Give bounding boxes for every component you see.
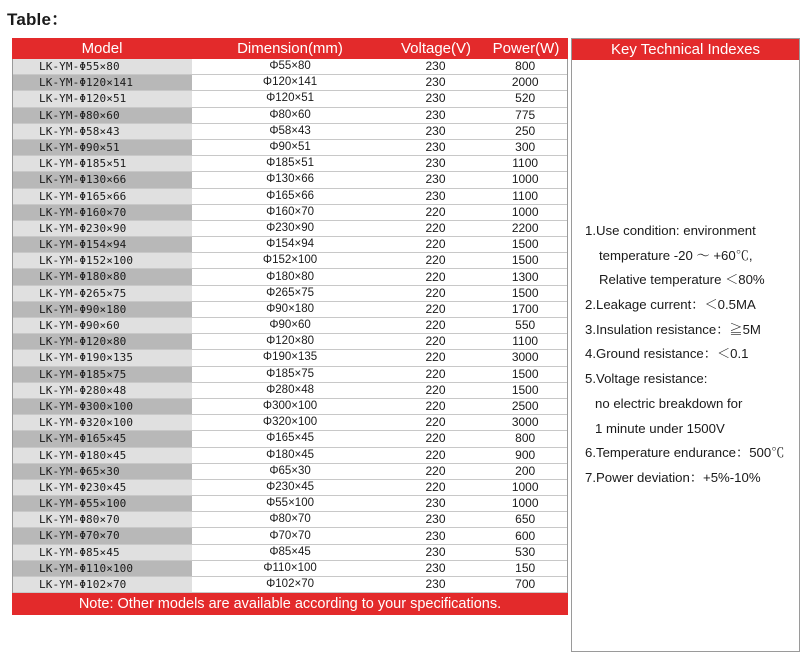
key-indexes-title: Key Technical Indexes [572, 39, 799, 60]
cell-dimension: Φ185×75 [266, 367, 314, 380]
cell-voltage: 220 [425, 479, 446, 494]
cell-model: LK-YM-Φ85×45 [13, 545, 192, 560]
table-row [13, 480, 567, 496]
cell-dimension: Φ165×66 [266, 189, 314, 202]
cell-dimension: Φ185×51 [266, 157, 314, 170]
table-row [13, 496, 567, 512]
table-body [12, 59, 568, 593]
cell-voltage: 220 [425, 301, 446, 316]
cell-dimension: Φ55×80 [269, 60, 311, 73]
cell-dimension: Φ110×100 [263, 561, 317, 574]
cell-dimension: Φ120×80 [266, 335, 314, 348]
cell-power: 200 [515, 463, 536, 478]
cell-dimension: Φ120×141 [262, 76, 318, 89]
cell-voltage: 220 [425, 204, 446, 219]
key-indexes-panel [571, 38, 800, 652]
table-row [13, 350, 567, 366]
table-row [13, 545, 567, 561]
cell-power: 530 [515, 544, 536, 559]
col-header-voltage: Voltage(V) [400, 40, 472, 57]
cell-power: 3000 [511, 415, 539, 430]
cell-voltage: 230 [425, 560, 446, 575]
cell-model: LK-YM-Φ185×51 [13, 156, 192, 171]
table-row [13, 577, 567, 593]
cell-voltage: 220 [425, 431, 446, 446]
cell-dimension: Φ154×94 [266, 238, 314, 251]
cell-model: LK-YM-Φ130×66 [13, 172, 192, 187]
cell-power: 300 [515, 140, 536, 155]
table-row [13, 431, 567, 447]
cell-voltage: 220 [425, 366, 446, 381]
cell-power: 1500 [511, 285, 539, 300]
cell-dimension: Φ58×43 [269, 124, 311, 137]
table-row [13, 286, 567, 302]
cell-dimension: Φ90×60 [269, 319, 311, 332]
page-title: Table： [7, 10, 69, 29]
cell-model: LK-YM-Φ180×45 [13, 448, 192, 463]
cell-model: LK-YM-Φ110×100 [13, 561, 192, 576]
cell-power: 700 [515, 577, 536, 592]
col-header-model: Model [81, 40, 123, 57]
table-row [13, 415, 567, 431]
cell-model: LK-YM-Φ160×70 [13, 205, 192, 220]
cell-model: LK-YM-Φ300×100 [13, 399, 192, 414]
cell-voltage: 230 [425, 528, 446, 543]
table-row [13, 561, 567, 577]
cell-power: 550 [515, 318, 536, 333]
cell-voltage: 220 [425, 253, 446, 268]
cell-voltage: 230 [425, 544, 446, 559]
index-line: 1.Use condition: environment [585, 223, 756, 238]
cell-model: LK-YM-Φ80×70 [13, 512, 192, 527]
cell-voltage: 220 [425, 220, 446, 235]
table-row [13, 91, 567, 107]
cell-model: LK-YM-Φ190×135 [13, 350, 192, 365]
col-header-dimension: Dimension(mm) [237, 40, 343, 57]
cell-power: 1000 [511, 479, 539, 494]
index-line: no electric breakdown for [595, 395, 743, 411]
cell-voltage: 220 [425, 318, 446, 333]
cell-power: 1500 [511, 382, 539, 397]
cell-model: LK-YM-Φ55×100 [13, 496, 192, 511]
cell-model: LK-YM-Φ80×60 [13, 108, 192, 123]
cell-power: 2200 [511, 220, 539, 235]
cell-dimension: Φ70×70 [269, 529, 311, 542]
cell-power: 1700 [511, 301, 539, 316]
index-line: 2.Leakage current：＜0.5MA [585, 297, 756, 313]
table-row [13, 448, 567, 464]
cell-voltage: 220 [425, 269, 446, 284]
cell-model: LK-YM-Φ165×45 [13, 431, 192, 446]
cell-dimension: Φ265×75 [266, 286, 314, 299]
cell-voltage: 230 [425, 188, 446, 203]
index-line: temperature -20 ～ +60℃, [599, 247, 753, 263]
cell-model: LK-YM-Φ102×70 [13, 577, 192, 592]
cell-model: LK-YM-Φ280×48 [13, 383, 192, 398]
cell-dimension: Φ65×30 [269, 464, 311, 477]
cell-dimension: Φ55×100 [266, 497, 314, 510]
cell-model: LK-YM-Φ58×43 [13, 124, 192, 139]
cell-power: 775 [515, 107, 536, 122]
cell-model: LK-YM-Φ180×80 [13, 269, 192, 284]
cell-voltage: 230 [425, 91, 446, 106]
cell-dimension: Φ160×70 [266, 205, 314, 218]
cell-power: 3000 [511, 350, 539, 365]
cell-dimension: Φ180×45 [266, 448, 314, 461]
cell-voltage: 230 [425, 156, 446, 171]
cell-power: 250 [515, 123, 536, 138]
cell-power: 650 [515, 512, 536, 527]
col-header-power: Power(W) [492, 40, 560, 57]
cell-model: LK-YM-Φ70×70 [13, 528, 192, 543]
cell-power: 150 [515, 560, 536, 575]
table-row [13, 528, 567, 544]
cell-model: LK-YM-Φ120×51 [13, 91, 192, 106]
cell-model: LK-YM-Φ154×94 [13, 237, 192, 252]
table-row [13, 140, 567, 156]
table-row [13, 124, 567, 140]
cell-voltage: 220 [425, 350, 446, 365]
cell-dimension: Φ165×45 [266, 432, 314, 445]
cell-dimension: Φ80×60 [269, 108, 311, 121]
cell-power: 600 [515, 528, 536, 543]
table-header [12, 38, 568, 59]
cell-dimension: Φ190×135 [262, 351, 318, 364]
cell-dimension: Φ280×48 [266, 383, 314, 396]
cell-model: LK-YM-Φ90×60 [13, 318, 192, 333]
cell-power: 1100 [512, 334, 539, 349]
table-row [13, 367, 567, 383]
cell-voltage: 230 [425, 172, 446, 187]
cell-dimension: Φ80×70 [269, 513, 311, 526]
cell-dimension: Φ102×70 [266, 578, 314, 591]
cell-model: LK-YM-Φ90×51 [13, 140, 192, 155]
index-line: 4.Ground resistance：＜0.1 [585, 346, 749, 362]
index-line: 3.Insulation resistance：≧5M [585, 321, 761, 337]
cell-dimension: Φ152×100 [262, 254, 318, 267]
table-row [13, 318, 567, 334]
cell-model: LK-YM-Φ90×180 [13, 302, 192, 317]
cell-voltage: 230 [425, 59, 446, 74]
table-row [13, 221, 567, 237]
cell-model: LK-YM-Φ152×100 [13, 253, 192, 268]
table-row [13, 237, 567, 253]
table-row [13, 269, 567, 285]
cell-dimension: Φ85×45 [269, 545, 311, 558]
cell-dimension: Φ300×100 [262, 400, 318, 413]
table-row [13, 512, 567, 528]
cell-power: 1000 [511, 204, 539, 219]
cell-voltage: 220 [425, 415, 446, 430]
cell-power: 1500 [511, 253, 539, 268]
cell-voltage: 220 [425, 285, 446, 300]
cell-dimension: Φ90×51 [269, 141, 311, 154]
cell-model: LK-YM-Φ120×80 [13, 334, 192, 349]
cell-power: 1500 [511, 366, 539, 381]
cell-power: 900 [515, 447, 536, 462]
cell-power: 2500 [511, 399, 539, 414]
cell-model: LK-YM-Φ55×80 [13, 59, 192, 74]
cell-power: 520 [515, 91, 536, 106]
cell-power: 800 [515, 59, 536, 74]
cell-model: LK-YM-Φ185×75 [13, 367, 192, 382]
spec-table [12, 38, 568, 615]
cell-model: LK-YM-Φ320×100 [13, 415, 192, 430]
table-note: Note: Other models are available according to your specifications. [12, 593, 568, 615]
cell-voltage: 220 [425, 399, 446, 414]
cell-voltage: 230 [425, 496, 446, 511]
cell-voltage: 230 [425, 123, 446, 138]
index-line: Relative temperature ＜80% [599, 272, 765, 288]
cell-power: 1000 [511, 496, 539, 511]
cell-voltage: 220 [425, 447, 446, 462]
cell-model: LK-YM-Φ265×75 [13, 286, 192, 301]
cell-dimension: Φ180×80 [266, 270, 314, 283]
cell-dimension: Φ90×180 [266, 302, 314, 315]
cell-power: 1500 [511, 237, 539, 252]
table-row [13, 189, 567, 205]
index-line: 7.Power deviation：+5%-10% [585, 469, 761, 485]
index-line: 6.Temperature endurance：500℃ [585, 445, 785, 461]
cell-voltage: 220 [425, 463, 446, 478]
cell-power: 1100 [512, 188, 539, 203]
table-row [13, 253, 567, 269]
cell-voltage: 230 [425, 512, 446, 527]
cell-model: LK-YM-Φ230×90 [13, 221, 192, 236]
table-row [13, 383, 567, 399]
index-line: 5.Voltage resistance: [585, 371, 708, 387]
key-indexes-list [585, 219, 805, 491]
cell-voltage: 230 [425, 75, 446, 90]
table-row [13, 464, 567, 480]
cell-model: LK-YM-Φ65×30 [13, 464, 192, 479]
cell-voltage: 230 [425, 577, 446, 592]
table-row [13, 172, 567, 188]
table-row [13, 302, 567, 318]
cell-dimension: Φ230×90 [266, 221, 314, 234]
table-row [13, 399, 567, 415]
table-row [13, 156, 567, 172]
cell-power: 1300 [511, 269, 539, 284]
table-row [13, 334, 567, 350]
cell-model: LK-YM-Φ230×45 [13, 480, 192, 495]
cell-power: 1000 [511, 172, 539, 187]
cell-power: 2000 [511, 75, 539, 90]
cell-dimension: Φ120×51 [266, 92, 314, 105]
cell-model: LK-YM-Φ120×141 [13, 75, 192, 90]
cell-voltage: 220 [425, 382, 446, 397]
cell-power: 1100 [512, 156, 539, 171]
cell-dimension: Φ230×45 [266, 480, 314, 493]
cell-dimension: Φ130×66 [266, 173, 314, 186]
table-row [13, 75, 567, 91]
cell-voltage: 230 [425, 107, 446, 122]
table-row [13, 59, 567, 75]
cell-voltage: 230 [425, 140, 446, 155]
cell-voltage: 220 [425, 237, 446, 252]
cell-model: LK-YM-Φ165×66 [13, 189, 192, 204]
cell-dimension: Φ320×100 [262, 416, 318, 429]
table-row [13, 108, 567, 124]
table-row [13, 205, 567, 221]
index-line: 1 minute under 1500V [595, 420, 725, 436]
cell-power: 800 [515, 431, 536, 446]
cell-voltage: 220 [425, 334, 446, 349]
